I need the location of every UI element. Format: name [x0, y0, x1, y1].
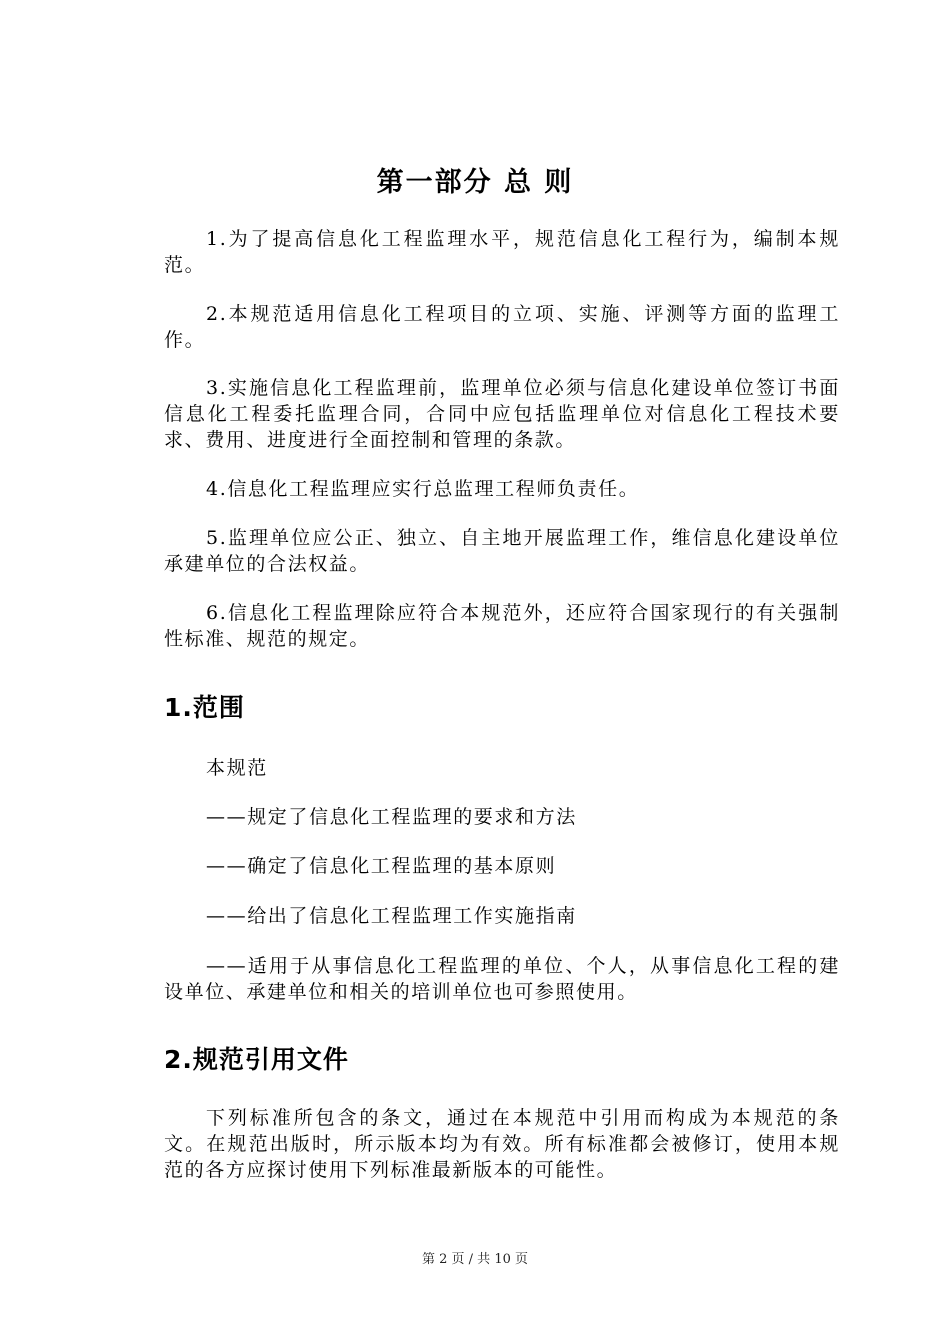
- clause-5: 5.监理单位应公正、独立、自主地开展监理工作，维信息化建设单位承建单位的合法权益。: [164, 527, 840, 575]
- scope-item-4: ——适用于从事信息化工程监理的单位、个人，从事信息化工程的建设单位、承建单位和相关的培训单位也可参照使用。: [164, 955, 840, 1003]
- section-1-heading: 1.范围: [164, 693, 245, 722]
- page-title: 第一部分 总 则: [376, 167, 574, 198]
- scope-item-1: ——规定了信息化工程监理的要求和方法: [206, 806, 577, 828]
- section-2-body: 下列标准所包含的条文，通过在本规范中引用而构成为本规范的条文。在规范出版时，所示版本均为有效。所有标准都会被修订，使用本规范的各方应探讨使用下列标准最新版本的可能性。: [164, 1107, 840, 1181]
- section-1-intro: 本规范: [206, 757, 268, 779]
- scope-item-3: ——给出了信息化工程监理工作实施指南: [206, 905, 577, 927]
- page-footer: 第 2 页 / 共 10 页: [422, 1252, 528, 1267]
- scope-item-2: ——确定了信息化工程监理的基本原则: [206, 855, 557, 877]
- clause-4: 4.信息化工程监理应实行总监理工程师负责任。: [206, 478, 640, 500]
- clause-2: 2.本规范适用信息化工程项目的立项、实施、评测等方面的监理工作。: [164, 303, 840, 351]
- clause-1: 1.为了提高信息化工程监理水平，规范信息化工程行为，编制本规范。: [164, 228, 840, 276]
- clause-3: 3.实施信息化工程监理前，监理单位必须与信息化建设单位签订书面信息化工程委托监理合同，合同中应包括监理单位对信息化工程技术要求、费用、进度进行全面控制和管理的条款。: [164, 377, 840, 451]
- section-2-heading: 2.规范引用文件: [164, 1045, 349, 1074]
- clause-6: 6.信息化工程监理除应符合本规范外，还应符合国家现行的有关强制性标准、规范的规定。: [164, 602, 840, 650]
